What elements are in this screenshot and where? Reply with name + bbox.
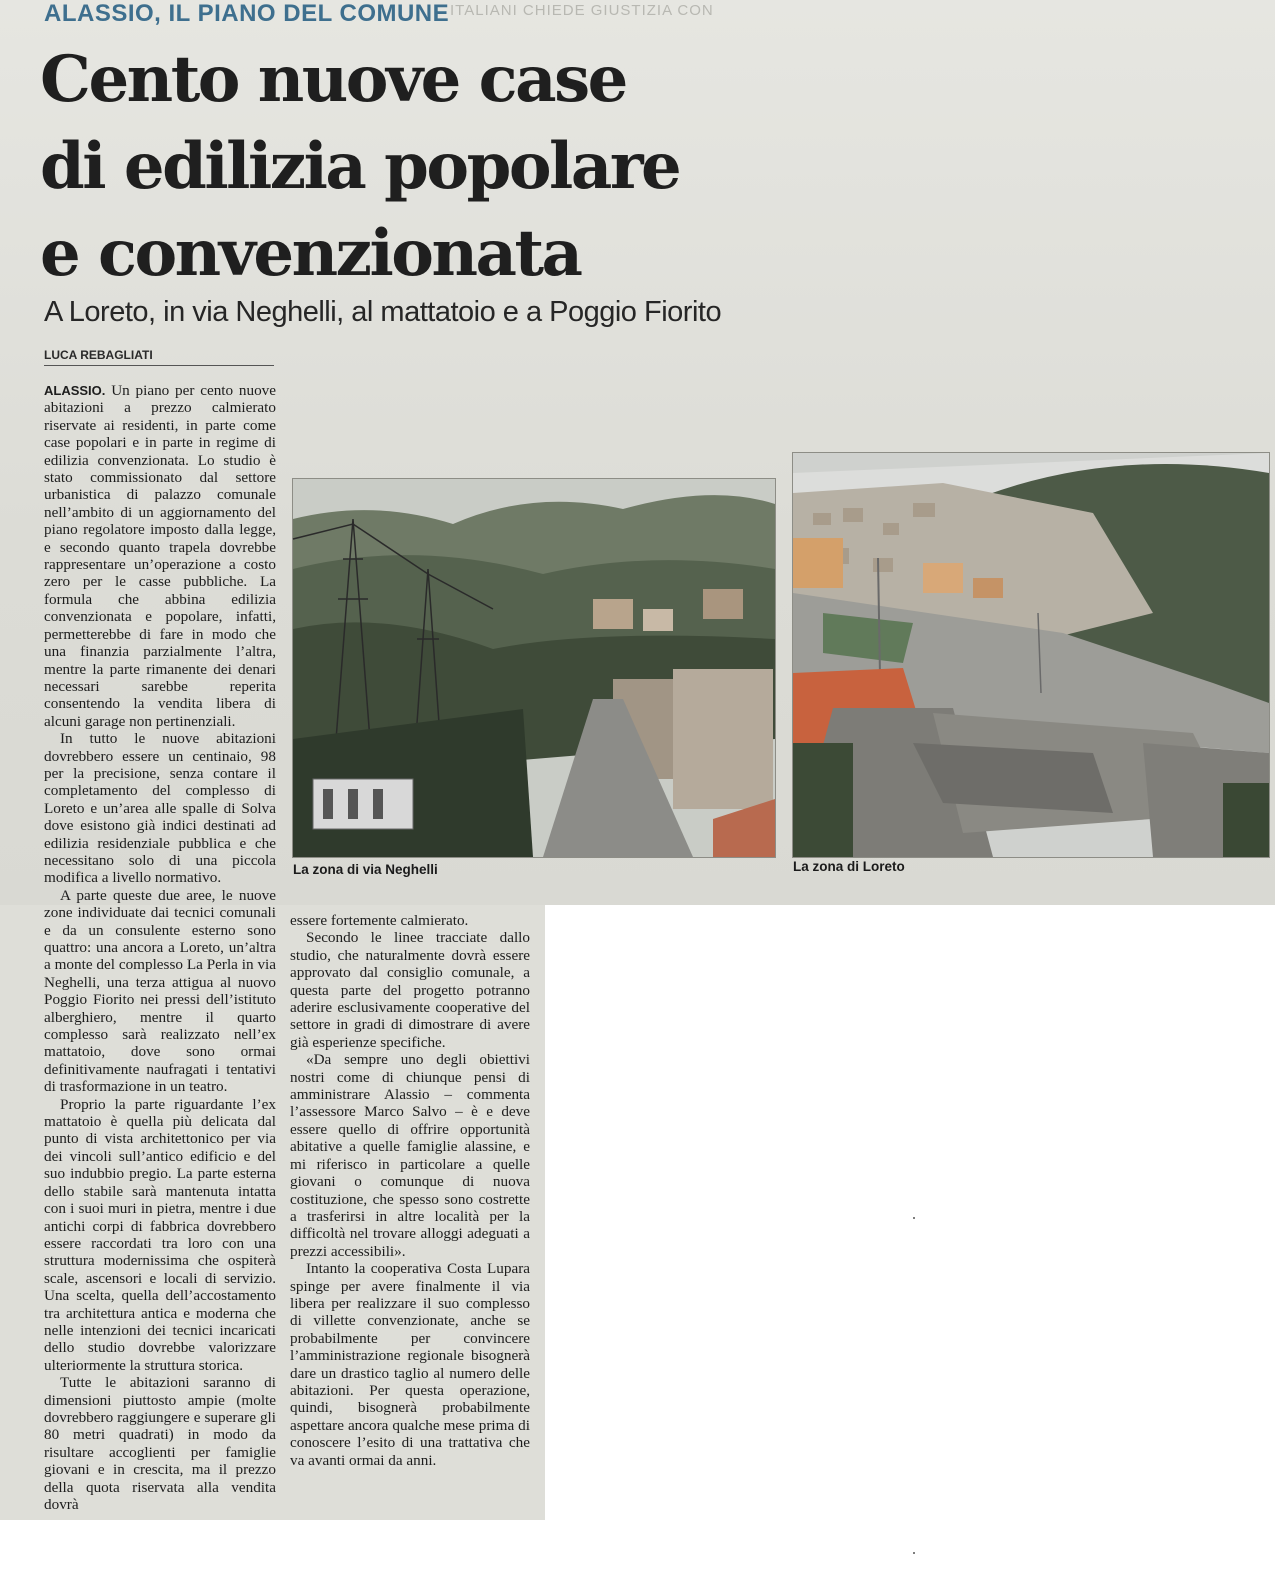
paragraph-7: Secondo le linee tracciate dallo studio, che naturalmente dovrà essere approvato dal consiglio comunale, a questa parte del progetto potranno aderire esclusivamente cooperative del settore in gradi di dimostrare di avere già esperienze specifiche.: [290, 929, 530, 1051]
article-column-2: [290, 912, 530, 1497]
paragraph-9: Intanto la cooperativa Costa Lupara spinge per avere finalmente il via libera per realizzare il suo complesso di villette convenzionate, anche se probabilmente per convincere l’amministrazione regionale bisognerà dare un drastico taglio al numero delle abitazioni. Per questa operazione, quindi, bisognerà probabilmente aspettare ancora qualche mese prima di conoscere l’esito di una trattativa che va avanti ormai da anni.: [290, 1260, 530, 1469]
paragraph-1: ALASSIO. Un piano per cento nuove abitazioni a prezzo calmierato riservate ai residenti, in parte come case popolari e in parte in regime di edilizia convenzionata. Lo studio è stato commissionato dal settore urbanistica di palazzo comunale nell’ambito di un aggiornamento del piano regolatore imposto dalla legge, e secondo quanto trapela dovrebbe rappresentare un’operazione a costo zero per le casse pubbliche. La formula che abbina edilizia convenzionata e popolare, infatti, permetterebbe di fare in modo che una finanzia parzialmente l’altra, mentre la parte rimanente dei denari necessari sarebbe reperita consentendo la vendita libera di alcuni garage non pertinenziali.: [44, 382, 277, 730]
headline-line-2: di edilizia popolare: [40, 129, 680, 204]
article-byline: LUCA REBAGLIATI: [44, 348, 274, 366]
paragraph-4: Proprio la parte riguardante l’ex mattatoio è quella più delicata dal punto di vista architettonico per via dei vincoli sull’antico edificio e del suo indubbio pregio. La parte esterna dello stabile sarà mantenuta intatta con i suoi muri in pietra, mentre i due antichi corpi di fabbrica dovrebbero essere raccordati tra loro con una struttura modernissima che ospiterà scale, ascensori e locali di servizio. Una scelta, quella dell’accostamento tra architettura antica e moderna che nelle intenzioni dei tecnici incaricati dello studio dovrebbe valorizzare ulteriormente la struttura storica.: [44, 1095, 276, 1374]
dateline: ALASSIO.: [44, 383, 106, 398]
photo-caption-loreto: La zona di Loreto: [793, 859, 905, 874]
paragraph-8: «Da sempre uno degli obiettivi nostri come di chiunque pensi di amministrare Alassio – commenta l’assessore Marco Salvo – è e deve essere quello di offrire opportunità abitative a quelle famiglie alassine, e mi riferisco in particolare a quelle giovani o comunque di nuova costituzione, che spesso sono costrette a trasferirsi in altre località per la difficoltà nel trovare alloggi adeguati a prezzi accessibili».: [290, 1051, 530, 1260]
bleed-through-text: ITALIANI CHIEDE GIUSTIZIA CON: [450, 2, 714, 19]
article-kicker: ALASSIO, IL PIANO DEL COMUNE: [44, 0, 450, 27]
paragraph-3: A parte queste due aree, le nuove zone individuate dai tecnici comunali e da un consulente esterno sono quattro: una ancora a Loreto, un’altra a monte del complesso La Perla in via Neghelli, una terza attigua al nuovo Poggio Fiorito nei pressi dell’istituto alberghiero, mentre il quarto complesso sarà realizzato nell’ex mattatoio, dove sono ormai definitivamente naufragati i tentativi di trasformazione in un teatro.: [44, 886, 276, 1096]
article-subheadline: A Loreto, in via Neghelli, al mattatoio e a Poggio Fiorito: [44, 296, 722, 328]
article-headline: [40, 36, 800, 297]
article-column-1: [44, 382, 277, 1513]
scan-speck: [913, 1552, 915, 1554]
scan-speck: [913, 1217, 915, 1219]
headline-line-1: Cento nuove case: [40, 42, 626, 117]
headline-line-3: e convenzionata: [40, 216, 581, 291]
paragraph-2: In tutto le nuove abitazioni dovrebbero essere un centinaio, 98 per la precisione, senza contare il completamento del complesso di Loreto e un’area alle spalle di Solva dove esistono già indici destinati ad edilizia residenziale pubblica e che necessitano solo di una piccola modifica a livello normativo.: [44, 730, 276, 887]
photo-via-neghelli: [292, 478, 776, 858]
photo-caption-via-neghelli: La zona di via Neghelli: [293, 862, 438, 877]
paragraph-5: Tutte le abitazioni saranno di dimensioni piuttosto ampie (molte dovrebbero raggiungere e superare gli 80 metri quadrati) in modo da risultare accoglienti per famiglie giovani e in crescita, ma il prezzo della quota riservata alla vendita dovrà: [44, 1374, 276, 1513]
paragraph-6: essere fortemente calmierato.: [290, 912, 469, 929]
photo-loreto: [792, 452, 1270, 858]
